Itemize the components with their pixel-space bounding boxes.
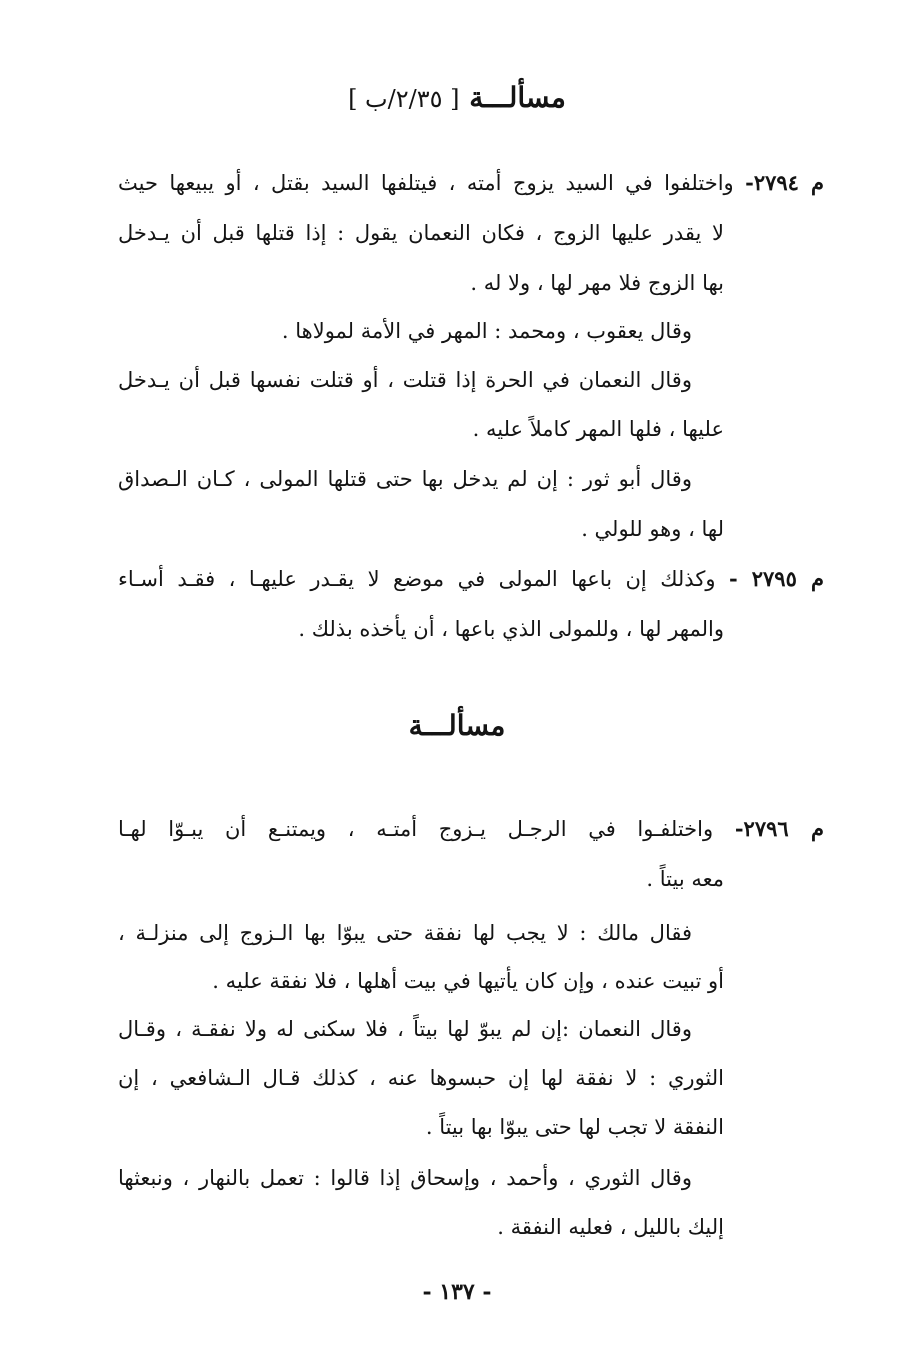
text-line: فقال مالك : لا يجب لها نفقة حتى يبوّا بها الـزوج إلى منزلـة ، [118,921,692,945]
text-line: وقال النعمان :إن لم يبوّ لها بيتاً ، فلا سكنى له ولا نفقـة ، وقـال [118,1017,692,1041]
text-line: وقال الثوري ، وأحمد ، وإسحاق إذا قالوا : تعمل بالنهار ، ونبعثها [118,1166,692,1190]
text-line: وقال يعقوب ، ومحمد : المهر في الأمة لمولاها . [281,319,692,343]
manuscript-reference: [ ٢/٣٥/ب ] [348,85,460,113]
text-line [118,812,824,846]
entry-text: واختلفـوا في الرجـل يـزوج أمتـه ، ويمتنـع أن يبـوّا لهـا [118,817,714,841]
text-line: الثوري : لا نفقة لها إن حبسوها عنه ، كذلك قـال الـشافعي ، إن [118,1066,724,1090]
page-number: - ١٣٧ - [422,1279,492,1305]
text-line: إليك بالليل ، فعليه النفقة . [497,1215,724,1239]
text-line: والمهر لها ، وللمولى الذي باعها ، أن يأخذه بذلك . [298,617,724,641]
text-line: لا يقدر عليها الزوج ، فكان النعمان يقول : إذا قتلها قبل أن يـدخل [118,221,724,245]
heading-title: مسألـــة [469,81,566,114]
text-line: عليها ، فلها المهر كاملاً عليه . [472,417,724,441]
section-heading [0,706,914,746]
text-line [118,166,824,200]
entry-number: م ٢٧٩٤- [745,170,824,195]
entry-number: م ٢٧٩٦- [734,816,824,841]
heading-title: مسألـــة [408,709,506,742]
text-line: معه بيتاً . [646,867,724,891]
section-heading [0,78,914,119]
entry-text: واختلفوا في السيد يزوج أمته ، فيتلفها السيد بقتل ، أو يبيعها حيث [118,171,734,195]
text-line: النفقة لا تجب لها حتى يبوّا بها بيتاً . [425,1115,724,1139]
text-line: وقال النعمان في الحرة إذا قتلت ، أو قتلت نفسها قبل أن يـدخل [118,368,692,392]
entry-text: وكذلك إن باعها المولى في موضع لا يقـدر عليهـا ، فقـد أسـاء [118,567,716,591]
text-line: وقال أبو ثور : إن لم يدخل بها حتى قتلها المولى ، كـان الـصداق [118,467,692,491]
text-line: لها ، وهو للولي . [581,517,724,541]
text-line [118,562,824,596]
entry-number: م ٢٧٩٥ - [728,566,824,591]
text-line: أو تبيت عنده ، وإن كان يأتيها في بيت أهلها ، فلا نفقة عليه . [212,969,724,993]
text-line: بها الزوج فلا مهر لها ، ولا له . [470,271,724,295]
